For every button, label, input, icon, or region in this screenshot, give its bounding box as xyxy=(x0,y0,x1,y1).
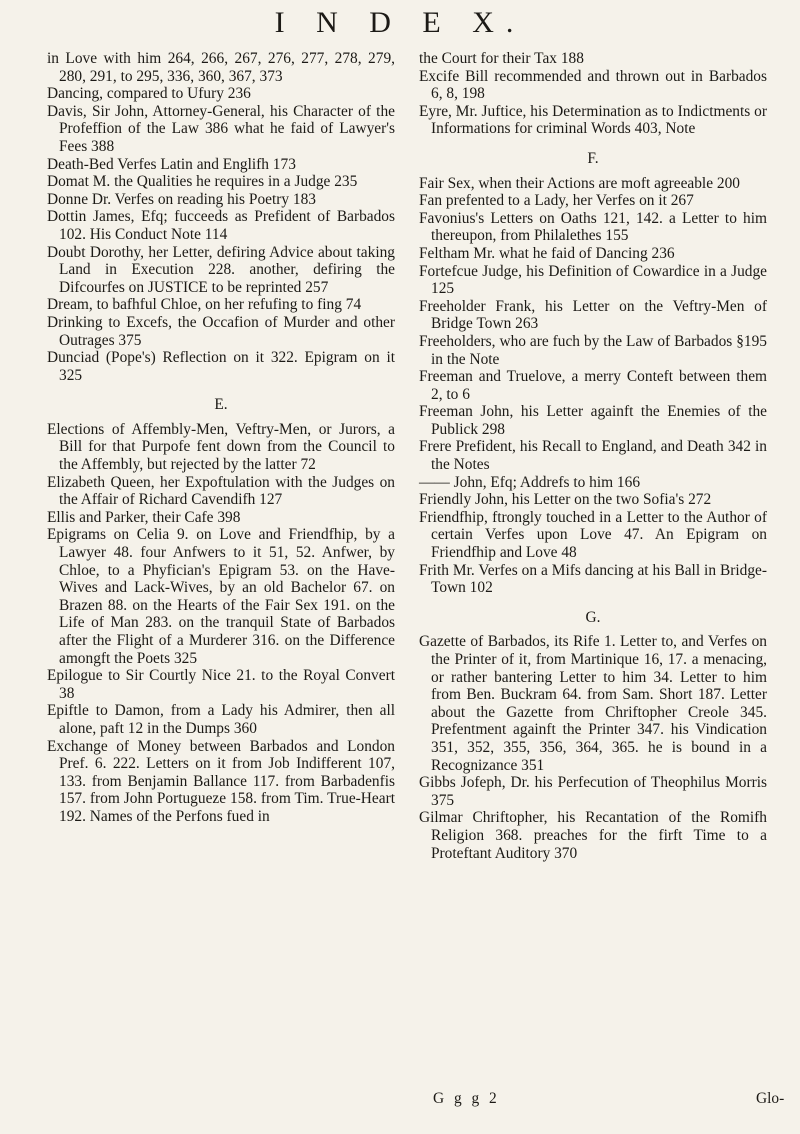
index-entry: Friendly John, his Letter on the two Sofia's 272 xyxy=(419,491,712,509)
section-letter: F. xyxy=(587,149,599,167)
index-entry: Fair Sex, when their Actions are moft agreeable 200 xyxy=(419,174,740,192)
index-entry: Eyre, Mr. Juftice, his Determination as to Indictments or Informations for criminal Words 403, Note xyxy=(419,102,767,138)
index-entry: Fan prefented to a Lady, her Verfes on it 267 xyxy=(419,192,694,210)
index-entry: Gibbs Jofeph, Dr. his Perfecution of Theophilus Morris 375 xyxy=(419,774,767,809)
index-entry: Domat M. the Qualities he requires in a Judge 235 xyxy=(47,173,358,191)
index-entry: Davis, Sir John, Attorney-General, his Character of the Profeffion of the Law 386 what he faid of Lawyer's Fees 388 xyxy=(47,102,395,155)
index-entry: Dottin James, Efq; fucceeds as Prefident of Barbados 102. His Conduct Note 114 xyxy=(47,208,395,243)
index-entry: Epiftle to Damon, from a Lady his Admirer, then all alone, paft 12 in the Dumps 360 xyxy=(47,702,395,737)
index-entry: Donne Dr. Verfes on reading his Poetry 183 xyxy=(47,190,317,208)
index-entry: the Court for their Tax 188 xyxy=(419,50,584,67)
index-entry: in Love with him 264, 266, 267, 276, 277, 278, 279, 280, 291, to 295, 336, 360, 367, 373 xyxy=(47,50,395,85)
index-entry: Elections of Affembly-Men, Veftry-Men, or Jurors, a Bill for that Purpofe fent down from the Council to the Affembly, but rejected by the latter 72 xyxy=(47,420,395,474)
index-entry: Friendfhip, ftrongly touched in a Letter to the Author of certain Verfes upon Love 47. An Epigram on Friendfhip and Love 48 xyxy=(419,508,767,562)
index-entry: Elizabeth Queen, her Expoftulation with the Judges on the Affair of Richard Cavendifh 127 xyxy=(47,473,395,509)
index-entry: Epilogue to Sir Courtly Nice 21. to the Royal Convert 38 xyxy=(47,667,395,702)
index-entry: Freeholder Frank, his Letter on the Veftry-Men of Bridge Town 263 xyxy=(419,297,767,333)
index-entry: Drinking to Excefs, the Occafion of Murder and other Outrages 375 xyxy=(47,313,395,349)
index-entry: Favonius's Letters on Oaths 121, 142. a Letter to him thereupon, from Philalethes 155 xyxy=(419,209,767,245)
index-entry: Freeman John, his Letter againft the Enemies of the Publick 298 xyxy=(419,403,767,438)
index-entry: Feltham Mr. what he faid of Dancing 236 xyxy=(419,244,675,262)
index-entry: Doubt Dorothy, her Letter, defiring Advice about taking Land in Execution 228. another, defiring the Difcourfes on JUSTICE to be reprinted 257 xyxy=(47,243,395,296)
index-entry: Epigrams on Celia 9. on Love and Friendfhip, by a Lawyer 48. four Anfwers to it 51, 52. Anfwer, by Chloe, to a Phyfician's Epigram 53. on the Have-Wives and Lack-Wives, by an old Bachelor 67. on Brazen 88. on the Hearts of the Fair Sex 191. on the Life of Man 283. on the tranquil State of Barbados after the Flight of a Murderer 316. on the Difference amongft the Poets 325 xyxy=(47,526,395,667)
index-column-left xyxy=(47,50,395,826)
index-entry: —— John, Efq; Addrefs to him 166 xyxy=(419,473,641,491)
index-entry: Gilmar Chriftopher, his Recantation of the Romifh Religion 368. preaches for the firft Time to a Proteftant Auditory 370 xyxy=(419,809,767,862)
index-entry: Exchange of Money between Barbados and London Pref. 6. 222. Letters on it from Job Indifferent 107, 133. from Benjamin Ballance 117. from Barbadenfis 157. from John Portugueze 158. from Tim. True-Heart 192. Names of the Perfons fued in xyxy=(47,737,395,825)
index-column-right xyxy=(419,50,767,862)
index-entry: Dunciad (Pope's) Reflection on it 322. Epigram on it 325 xyxy=(47,349,395,384)
signature-mark: G g g 2 xyxy=(433,1090,500,1107)
section-letter: G. xyxy=(585,608,601,626)
index-entry: Freeholders, who are fuch by the Law of Barbados §195 in the Note xyxy=(419,332,767,368)
index-entry: Freeman and Truelove, a merry Conteft between them 2, to 6 xyxy=(419,368,767,403)
catchword: Glo- xyxy=(756,1090,785,1107)
index-entry: Frere Prefident, his Recall to England, and Death 342 in the Notes xyxy=(419,438,767,474)
index-entry: Death-Bed Verfes Latin and Englifh 173 xyxy=(47,155,296,173)
section-letter: E. xyxy=(214,396,228,414)
index-entry: Fortefcue Judge, his Definition of Cowardice in a Judge 125 xyxy=(419,262,767,298)
index-entry: Frith Mr. Verfes on a Mifs dancing at his Ball in Bridge-Town 102 xyxy=(419,561,767,597)
index-entry: Dream, to bafhful Chloe, on her refufing to fing 74 xyxy=(47,296,362,314)
index-entry: Gazette of Barbados, its Rife 1. Letter to, and Verfes on the Printer of it, from Martinique 16, 17. a menacing, or rather bantering Letter to him 34. Letter to him from Ben. Buckram 64. from Sam. Short 187. Letter about the Gazette from Chriftopher Creole 345. Prefentment againft the Printer 347. his Vindication 351, 352, 355, 356, 364, 365. he is bound in a Recognizance 351 xyxy=(419,633,767,774)
index-entry: Excife Bill recommended and thrown out in Barbados 6, 8, 198 xyxy=(419,67,767,103)
index-entry: Dancing, compared to Ufury 236 xyxy=(47,85,251,103)
index-entry: Ellis and Parker, their Cafe 398 xyxy=(47,508,241,526)
running-head: I N D E X. xyxy=(274,6,526,39)
